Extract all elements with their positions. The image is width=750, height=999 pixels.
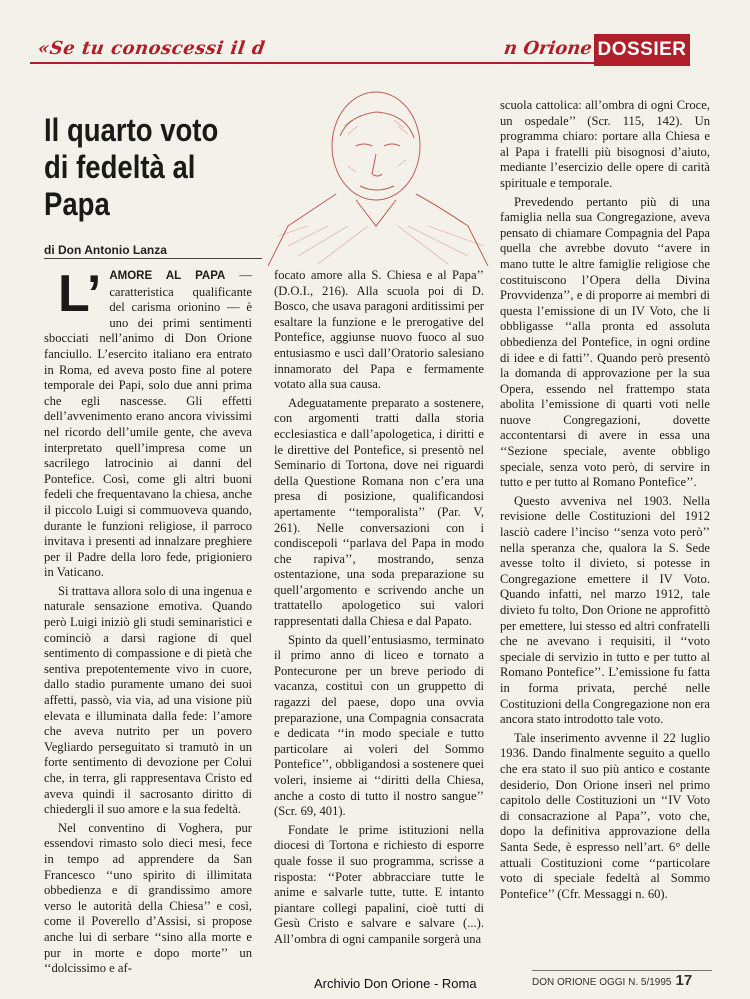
column-1: [44, 265, 252, 980]
paragraph: Nel conventino di Voghera, pur essendovi rimasto solo dieci mesi, fece in tempo ad apprendere da San Francesco ‘‘uno spirito di illimitata obbedienza e di grandissimo amore verso le autorità della Chiesa’’ e così, come il Poverello d’Assisi, si propose anche lui di serbare ‘‘sino alla morte e pur in morte e dopo morte’’ un ‘‘dolcissimo e af-: [44, 820, 252, 976]
page-number: 17: [675, 972, 693, 989]
footer-archive: Archivio Don Orione - Roma: [314, 976, 477, 991]
paragraph: Si trattava allora solo di una ingenua e naturale sensazione emotiva. Quando però Luigi iniziò gli studi seminaristici e cominciò a darsi ragione di quel sentimento di compassione e di pietà che sentiva prepotentemente vivo in cuore, dallo stadio puramente umano dei suoi affetti, passò, via via, ad una visione più elevata e illuminata dalla fede: l’amore che aveva nutrito per un povero Vegliardo perseguitato si tramutò in un forte sentimento di devozione per Colui che, in terra, gli rappresentava Cristo ed aveva quindi il sacrosanto diritto di chiedergli il suo amore e la sua fedeltà.: [44, 583, 252, 817]
paragraph: focato amore alla S. Chiesa e al Papa’’ (D.O.I., 216). Alla scuola poi di D. Bosco, che usava paragoni arditissimi per esaltare la funzione e le prerogative del Pontefice, aggiunse nuovo fuoco al suo entusiasmo e uscì dall’Oratorio salesiano innamorato del Papa e fermamente votato alla sua causa.: [274, 268, 484, 392]
paragraph: Questo avveniva nel 1903. Nella revisione delle Costituzioni del 1912 lasciò cadere l’inciso ‘‘senza voto però’’ nella speranza che, qualora la S. Sede avesse tolto il divieto, si potesse in Congregazione emettere il IV Voto. Quando infatti, nel marzo 1912, tale divieto fu tolto, Don Orione ne approfittò per emettere, lui stesso ed altri confratelli che ne avevano i requisiti, il ‘‘voto speciale di servizio in tutto e per tutto al Romano Pontefice’’. L’emissione fu fatta in forma privata, perché nelle Costituzioni della Congregazione non era ancora stato introdotto tale voto.: [500, 493, 710, 727]
paragraph: Spinto da quell’entusiasmo, terminato il primo anno di liceo e tornato a Pontecurone per un breve periodo di vacanza, costituì con un gruppetto di ragazzi del paese, dopo una ovvia preparazione, una Compagnia consacrata e dedicata ‘‘in modo speciale e tutto particolare ai voleri del Sommo Pontefice’’, obbligandosi a sostenere quei voleri, insieme ai ‘‘diritti della Chiesa, anche a costo di tutto il nostro sangue’’ (Scr. 69, 401).: [274, 632, 484, 819]
magazine-issue: DON ORIONE OGGI N. 5/1995: [532, 977, 672, 988]
byline-rule: [44, 258, 262, 259]
paragraph: Adeguatamente preparato a sostenere, con argomenti tratti dalla storia ecclesiastica e dall’apologetica, i diritti e le direttive del Pontefice, si presentò nel Seminario di Tortona, dove nei riguardi della Questione Romana non c’era una presa di posizione, qualificandosi apertamente ‘‘temporalista’’ (Par. V, 261). Nelle conversazioni con i condiscepoli ‘‘parlava del Papa in modo che rapiva’’, mostrando, senza ostentazione, una soda preparazione su quell’argomento e scrivendo anche un trattatello apologetico sui valori rappresentati dalla Chiesa e dal Papato.: [274, 395, 484, 629]
byline: di Don Antonio Lanza: [44, 243, 167, 257]
lead-in: AMORE AL PAPA: [109, 270, 226, 282]
portrait-drawing: [248, 76, 498, 266]
header-quote-end: n Orione: [502, 38, 594, 59]
paragraph: Prevedendo pertanto più di una famiglia nella sua Congregazione, aveva pensato di chiamare Compagnia del Papa quella che avrebbe dovuto ‘‘avere in mano tutte le altre famiglie religiose che costituiscono l’Opera della Divina Provvidenza’’, e di proporre ai membri di questa l’emissione di un IV Voto, che li obbligasse ‘‘alla pronta ed assoluta obbedienza del Pontefice, in ogni ordine di idee e di fatti’’. Quando però presentò la domanda di approvazione per la sua Opera, essendo nel frattempo stata abolita l’emissione di quarti voti nelle nuove Congregazioni, dovette accontentarsi di avere in essa una ‘‘Sezione speciale, avente obbligo speciale, senza voto però, di servire in tutto e per tutto al Romano Pontefice’’.: [500, 194, 710, 490]
footer-magazine: [532, 972, 692, 989]
paragraph: Tale inserimento avvenne il 22 luglio 1936. Dando finalmente seguito a quello che era stato il suo più antico e costante desiderio, Don Orione inserì nel primo capitolo delle Costituzioni un ‘‘IV Voto di consacrazione al Papa’’, voto che, dopo la definitiva approvazione della Santa Sede, è espresso nell’art. 6° delle attuali Costituzioni come ‘‘particolare voto di speciale fedeltà al Sommo Pontefice’’ (Cfr. Messaggi n. 60).: [500, 730, 710, 901]
header-quote: «Se tu conoscessi il d: [36, 38, 267, 59]
paragraph: [44, 265, 252, 581]
paragraph: scuola cattolica: all’ombra di ogni Croce, un ospedale’’ (Scr. 115, 142). Un programma chiaro: portare alla Chiesa e al Papa i fratelli più bisognosi d’aiuto, mediante l’esercizio delle opere di carità spirituale e temporale.: [500, 98, 710, 190]
footer-rule: [532, 970, 712, 971]
section-badge: DOSSIER: [594, 34, 690, 66]
column-2: [274, 268, 484, 951]
header-bar: [30, 40, 620, 64]
article-title: Il quarto voto di fedeltà al Papa: [44, 112, 219, 222]
paragraph: Fondate le prime istituzioni nella diocesi di Tortona e richiesto di esporre quale fosse il suo programma, scrisse a risposta: ‘‘Poter abbracciare tutte le anime e salvarle tutte, tutte. E intanto piantare collegi papalini, cioè tutti di Gesù Cristo e salvare e salvare (...). All’ombra di ogni campanile sorgerà una: [274, 822, 484, 946]
paragraph-text: — caratteristica qualificante del carisma orionino — è uno dei primi sentimenti sbocciati nell’animo di Don Orione fanciullo. L’esercito italiano era entrato in Roma, ed aveva posto fine al potere temporale dei Papi, solo due anni prima che egli nascesse. Gli effetti dell’avvenimento erano ancora vivissimi nel ricordo dell’umile gente, che aveva interpretato quell’impresa come un sacrilego latrocinio ai danni del Pontefice. Così, come gli altri buoni fedeli che frequentavano la chiesa, anche il piccolo Luigi si commuoveva quando, durante le funzioni religiose, il parroco invitava i presenti ad innalzare preghiere per il Padre della loro fede, prigioniero in Vaticano.: [44, 268, 252, 580]
drop-cap: L’: [58, 265, 102, 323]
column-3: [500, 98, 710, 905]
